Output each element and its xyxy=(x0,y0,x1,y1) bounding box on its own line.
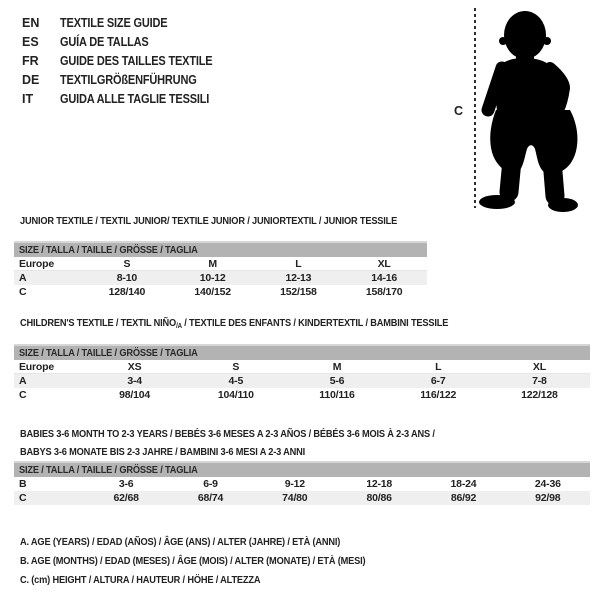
babies-section-title xyxy=(20,425,435,461)
junior-size-xl: XL xyxy=(377,257,391,270)
language-title-de: TEXTILGRÖßENFÜHRUNG xyxy=(60,72,197,87)
babies-months-value: 9-12 xyxy=(284,478,305,490)
junior-size-m: M xyxy=(208,257,217,270)
junior-columns-row xyxy=(14,257,427,271)
children-size-s: S xyxy=(232,360,240,373)
language-title-it: GUIDA ALLE TAGLIE TESSILI xyxy=(60,91,210,106)
children-size-table xyxy=(14,344,590,402)
babies-row-height-label: C xyxy=(19,492,27,504)
children-size-xs: XS xyxy=(127,360,142,373)
junior-row-age xyxy=(14,271,427,285)
junior-size-s: S xyxy=(123,257,131,270)
children-age-value: 6-7 xyxy=(430,375,446,387)
children-size-xl: XL xyxy=(532,360,546,373)
footnote-height-cm: C. (cm) HEIGHT / ALTURA / HAUTEUR / HÖHE / ALTEZZA xyxy=(20,574,261,586)
footnote-legend xyxy=(20,533,413,590)
babies-height-value: 62/68 xyxy=(113,492,139,504)
babies-months-value: 12-18 xyxy=(366,478,393,490)
language-title-es: GUÍA DE TALLAS xyxy=(60,34,149,49)
children-size-m: M xyxy=(332,360,342,373)
language-code-es: ES xyxy=(22,34,39,49)
children-section-title xyxy=(20,317,448,330)
language-code-it: IT xyxy=(22,91,34,106)
babies-months-value: 6-9 xyxy=(203,478,218,490)
junior-size-table xyxy=(14,241,427,299)
language-code-de: DE xyxy=(22,72,40,87)
babies-size-header-bar xyxy=(14,461,590,477)
children-columns-row xyxy=(14,360,590,374)
junior-age-value: 14-16 xyxy=(371,272,398,284)
babies-title-line1: BABIES 3-6 MONTH TO 2-3 YEARS / BEBÉS 3-6 MESES A 2-3 AÑOS / BÉBÉS 3-6 MOIS À 2-3 ANS / xyxy=(20,428,435,440)
babies-height-value: 92/98 xyxy=(535,492,561,504)
junior-height-value: 128/140 xyxy=(108,286,146,298)
babies-months-value: 24-36 xyxy=(534,478,561,490)
babies-months-value: 3-6 xyxy=(118,478,134,490)
junior-age-value: 10-12 xyxy=(199,272,226,284)
language-title-list xyxy=(22,13,233,108)
children-height-value: 104/110 xyxy=(217,389,254,401)
language-code-fr: FR xyxy=(22,53,39,68)
children-title-part1: CHILDREN'S TEXTILE / TEXTIL NIÑO xyxy=(20,317,177,329)
babies-months-value: 18-24 xyxy=(450,478,477,490)
language-title-en: TEXTILE SIZE GUIDE xyxy=(60,15,168,30)
babies-height-value: 86/92 xyxy=(450,492,477,504)
language-row-fr xyxy=(22,51,233,70)
children-region-header: Europe xyxy=(19,360,54,373)
language-code-en: EN xyxy=(22,15,40,30)
junior-age-value: 12-13 xyxy=(285,272,312,284)
language-row-de xyxy=(22,70,233,89)
babies-title-line2: BABYS 3-6 MONATE BIS 2-3 JAHRE / BAMBINI 3-6 MESI A 2-3 ANNI xyxy=(20,446,305,458)
children-size-header-bar xyxy=(14,344,590,360)
language-row-en xyxy=(22,13,233,32)
junior-height-value: 140/152 xyxy=(194,286,231,298)
children-age-value: 5-6 xyxy=(329,375,345,387)
babies-height-value: 68/74 xyxy=(197,492,224,504)
junior-age-value: 8-10 xyxy=(116,272,137,284)
children-row-age xyxy=(14,374,590,388)
babies-height-value: 74/80 xyxy=(282,492,308,504)
junior-row-height xyxy=(14,285,427,299)
babies-row-months xyxy=(14,477,590,491)
height-dotted-line xyxy=(474,8,476,208)
language-row-it xyxy=(22,89,233,108)
children-height-value: 110/116 xyxy=(319,389,355,401)
junior-size-l: L xyxy=(295,257,302,270)
children-size-header-text: SIZE / TALLA / TAILLE / GRÖSSE / TAGLIA xyxy=(19,347,198,359)
children-row-age-label: A xyxy=(19,375,27,387)
language-row-es xyxy=(22,32,233,51)
toddler-silhouette-icon xyxy=(478,4,598,212)
children-size-l: L xyxy=(435,360,442,373)
children-row-height xyxy=(14,388,590,402)
children-title-subscript: /A xyxy=(176,323,182,330)
babies-row-height xyxy=(14,491,590,505)
babies-size-header-text: SIZE / TALLA / TAILLE / GRÖSSE / TAGLIA xyxy=(19,464,198,476)
babies-size-table xyxy=(14,461,590,505)
junior-row-age-label: A xyxy=(19,272,27,284)
junior-height-value: 158/170 xyxy=(365,286,403,298)
children-age-value: 3-4 xyxy=(127,375,142,387)
children-row-height-label: C xyxy=(19,389,27,401)
junior-region-header: Europe xyxy=(19,257,54,270)
babies-row-months-label: B xyxy=(19,478,27,490)
height-measure-label: C xyxy=(454,104,464,118)
children-height-value: 98/104 xyxy=(119,389,151,401)
children-age-value: 4-5 xyxy=(228,375,244,387)
children-height-value: 116/122 xyxy=(420,389,457,401)
footnote-age-years: A. AGE (YEARS) / EDAD (AÑOS) / ÂGE (ANS) / ALTER (JAHRE) / ETÀ (ANNI) xyxy=(20,536,341,548)
children-height-value: 122/128 xyxy=(521,389,558,401)
children-title-part2: / TEXTILE DES ENFANTS / KINDERTEXTIL / BAMBINI TESSILE xyxy=(181,317,449,329)
junior-size-header-bar xyxy=(14,241,427,257)
junior-height-value: 152/158 xyxy=(280,286,317,298)
junior-size-header-text: SIZE / TALLA / TAILLE / GRÖSSE / TAGLIA xyxy=(19,244,198,256)
children-age-value: 7-8 xyxy=(532,375,547,387)
babies-height-value: 80/86 xyxy=(366,492,392,504)
footnote-age-months: B. AGE (MONTHS) / EDAD (MESES) / ÂGE (MOIS) / ALTER (MONATE) / ETÀ (MESI) xyxy=(20,555,366,567)
junior-section-title: JUNIOR TEXTILE / TEXTIL JUNIOR/ TEXTILE JUNIOR / JUNIORTEXTIL / JUNIOR TESSILE xyxy=(20,215,398,227)
language-title-fr: GUIDE DES TAILLES TEXTILE xyxy=(60,53,213,68)
junior-row-height-label: C xyxy=(19,286,27,298)
